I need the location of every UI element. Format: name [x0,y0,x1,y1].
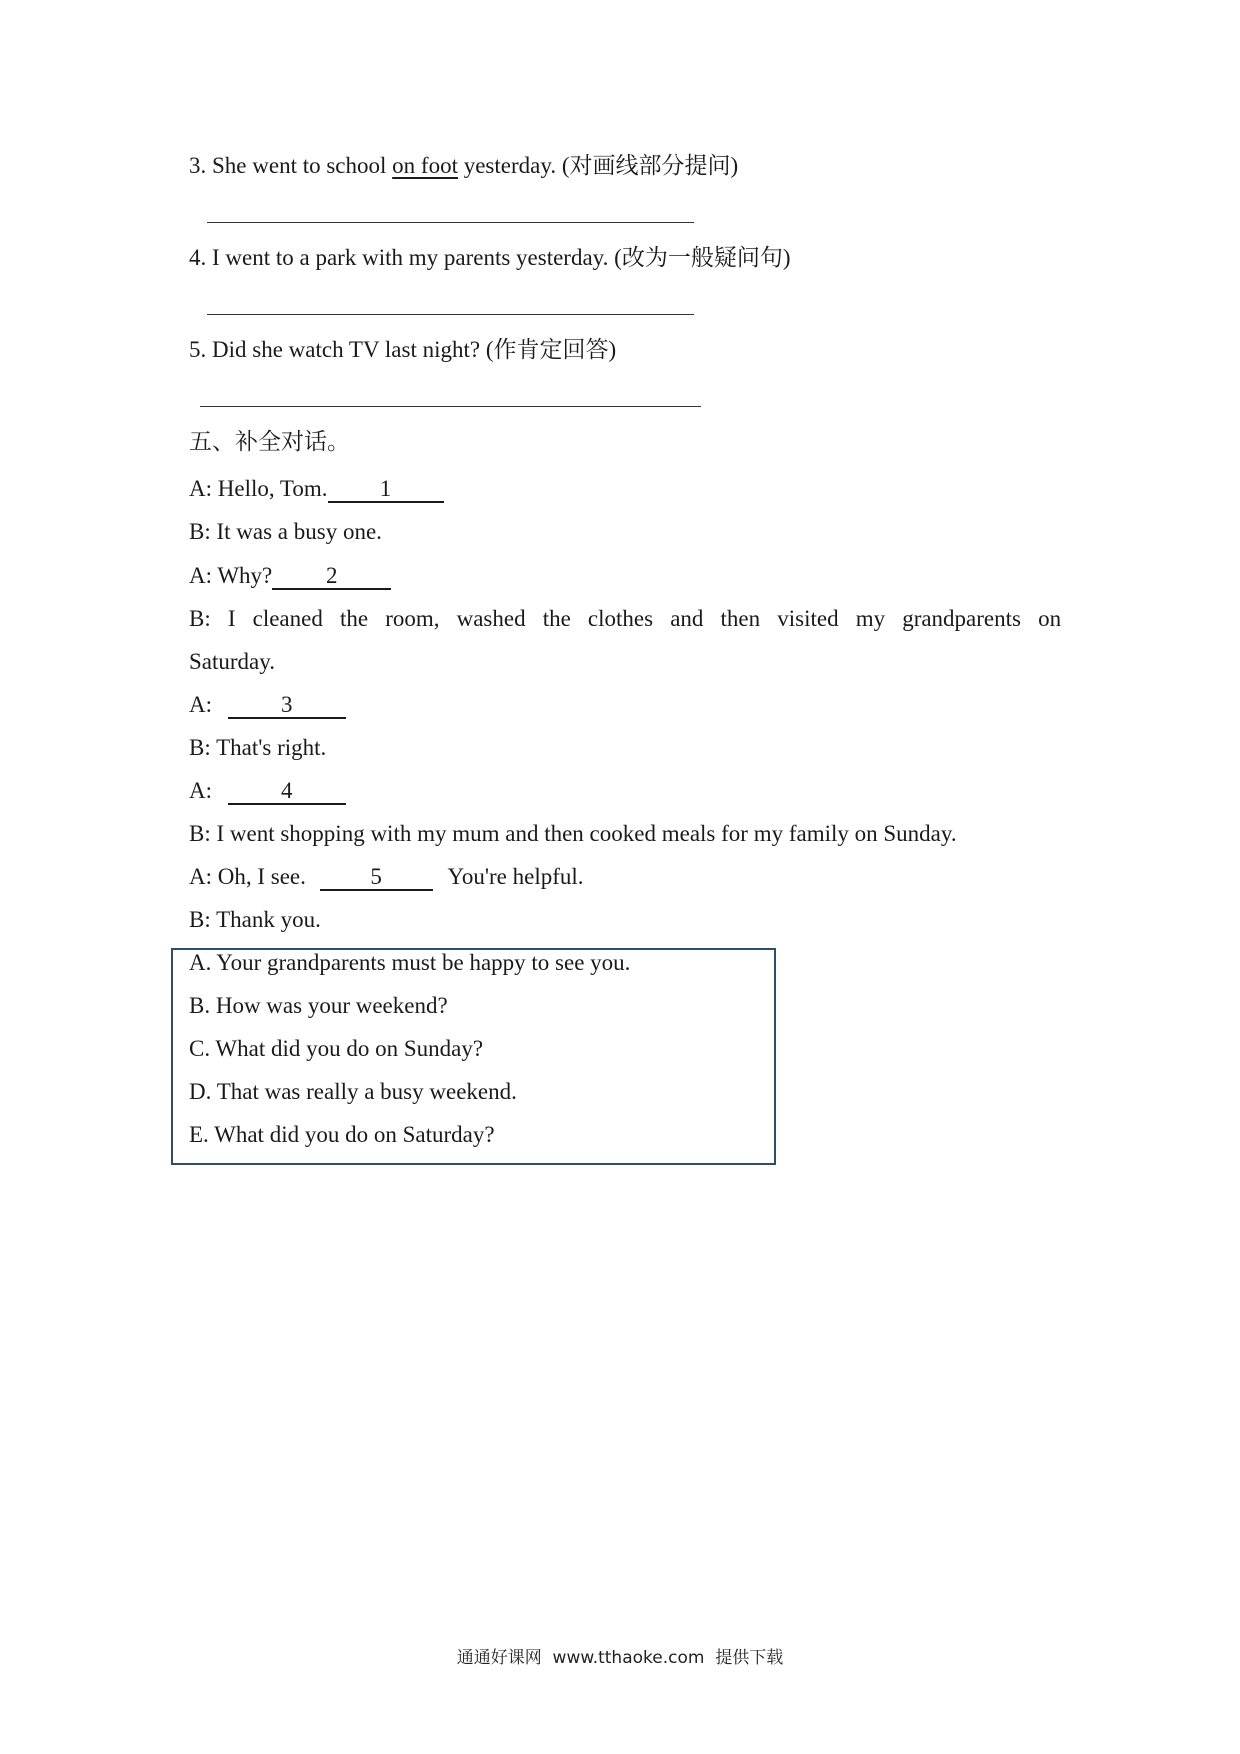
blank-2[interactable]: 2 [272,564,391,590]
option-a: A. Your grandparents must be happy to see you. [189,950,631,975]
question-4: 4. I went to a park with my parents yesterday. (改为一般疑问句) [189,245,791,270]
speaker: A: [189,563,212,588]
dialogue-line-2 [189,517,382,547]
dialogue-line-6 [189,733,326,763]
speaker: A: [189,864,212,889]
word: on [1038,606,1062,631]
word: my [855,606,886,631]
answer-line-4[interactable] [207,314,694,315]
word: and [670,606,704,631]
blank-1[interactable]: 1 [328,477,444,503]
speaker: A: [189,778,212,803]
option-c: C. What did you do on Sunday? [189,1036,484,1061]
speaker: B: [189,821,211,846]
blank-3[interactable]: 3 [228,693,346,719]
section-heading: 五、补全对话。 [189,429,350,454]
answer-line-3[interactable] [207,222,694,223]
dialogue-line-1 [189,474,444,504]
word: grandparents [902,606,1021,631]
dialogue-text: Thank you. [216,907,321,932]
word: the [542,606,571,631]
speaker: B: [189,519,211,544]
option-e: E. What did you do on Saturday? [189,1122,495,1147]
dialogue-line-9 [189,862,584,892]
blank-4[interactable]: 4 [228,779,346,805]
word: washed [456,606,526,631]
question-5: 5. Did she watch TV last night? (作肯定回答) [189,337,617,362]
question-3 [189,151,738,181]
word: then [720,606,761,631]
dialogue-line-10 [189,905,321,935]
word: room, [385,606,440,631]
dialogue-line-4-cont: Saturday. [189,649,276,674]
option-d: D. That was really a busy weekend. [189,1079,517,1104]
dialogue-text: Hello, Tom. [217,476,328,501]
word: the [339,606,369,631]
question-3-before: 3. She went to school [189,153,393,178]
dialogue-line-3 [189,561,391,591]
dialogue-line-8 [189,819,957,849]
dialogue-text: I went shopping with my mum and then cooked meals for my family on Sunday. [216,821,957,846]
dialogue-line-5 [189,690,346,720]
speaker: B: [189,735,211,760]
dialogue-text: You're helpful. [447,864,584,889]
speaker: A: [189,692,212,717]
word: visited [777,606,839,631]
dialogue-text: Oh, I see. [217,864,306,889]
dialogue-line-4 [189,604,1061,634]
blank-5[interactable]: 5 [320,865,433,891]
question-3-underlined: on foot [392,153,458,178]
answer-line-5[interactable] [200,406,701,407]
question-3-after: yesterday. (对画线部分提问) [457,153,739,178]
dialogue-text: That's right. [216,735,327,760]
dialogue-line-7 [189,776,346,806]
speaker: A: [189,476,212,501]
word: clothes [587,606,654,631]
speaker: B: [189,907,211,932]
dialogue-text: It was a busy one. [216,519,382,544]
option-b: B. How was your weekend? [189,993,448,1018]
dialogue-text: Why? [217,563,273,588]
footer-credit: 通通好课网 www.tthaoke.com 提供下载 [456,1648,784,1668]
speaker: B: [189,606,211,631]
word: cleaned [252,606,323,631]
word: I [227,606,236,631]
